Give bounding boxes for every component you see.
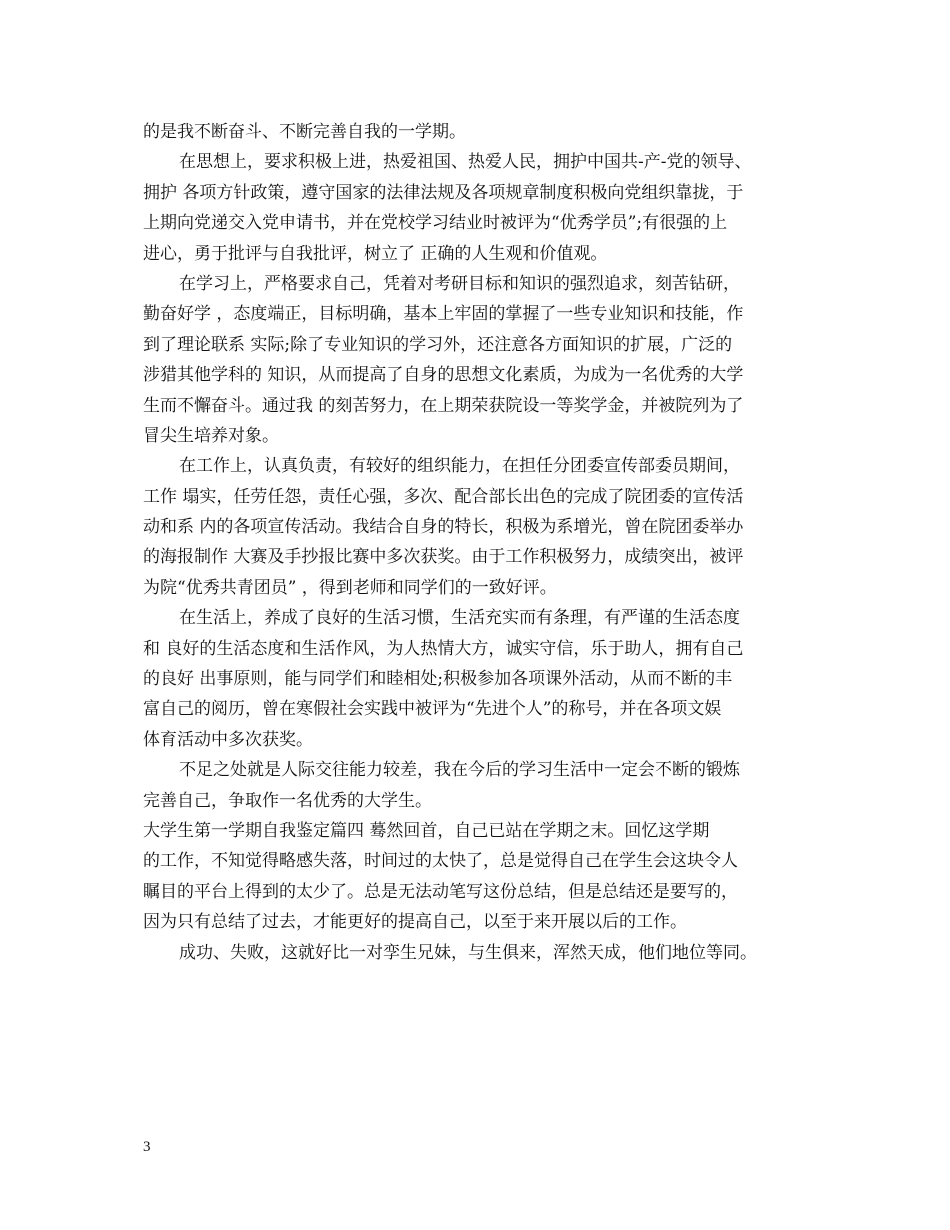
text-line: 为院“优秀共青团员” ，得到老师和同学们的一致好评。	[143, 577, 557, 598]
text-line: 在学习上，严格要求自己，凭着对考研目标和知识的强烈追求，刻苦钻研，	[179, 273, 740, 294]
text-line: 勤奋好学 ，态度端正，目标明确，基本上牢固的掌握了一些专业知识和技能，作	[143, 304, 744, 325]
text-line: 的工作，不知觉得略感失落，时间过的太快了，总是觉得自己在学生会这块令人	[143, 851, 738, 872]
text-line: 进心，勇于批评与自我批评，树立了 正确的人生观和价值观。	[143, 243, 608, 264]
text-line: 拥护 各项方针政策，遵守国家的法律法规及各项规章制度积极向党组织靠拢，于	[143, 182, 744, 203]
text-line: 不足之处就是人际交往能力较差，我在今后的学习生活中一定会不断的锻炼	[179, 760, 740, 781]
text-line: 工作 塌实，任劳任怨，责任心强，多次、配合部长出色的完成了院团委的宣传活	[143, 486, 744, 507]
body-text	[143, 117, 823, 968]
text-line: 完善自己，争取作一名优秀的大学生。	[143, 790, 432, 811]
section-heading-line: 大学生第一学期自我鉴定篇四 蓦然回首，自己已站在学期之末。回忆这学期	[143, 820, 710, 841]
text-line: 在思想上，要求积极上进，热爱祖国、热爱人民，拥护中国共-产-党的领导、	[179, 152, 752, 173]
text-line: 体育活动中多次获奖。	[143, 729, 313, 750]
page-number: 3	[143, 1139, 151, 1155]
text-line: 富自己的阅历，曾在寒假社会实践中被评为“先进个人”的称号，并在各项文娱	[143, 699, 722, 720]
text-line: 和 良好的生活态度和生活作风，为人热情大方，诚实守信，乐于助人，拥有自己	[143, 638, 744, 659]
text-line: 的是我不断奋斗、不断完善自我的一学期。	[143, 122, 466, 142]
text-line: 动和系 内的各项宣传活动。我结合自身的特长，积极为系增光，曾在院团委举办	[143, 517, 744, 538]
text-line: 涉猎其他学科的 知识，从而提高了自身的思想文化素质，为成为一名优秀的大学	[143, 365, 744, 386]
text-line: 因为只有总结了过去，才能更好的提高自己，以至于来开展以后的工作。	[143, 912, 687, 933]
text-line: 的良好 出事原则，能与同学们和睦相处;积极参加各项课外活动，从而不断的丰	[143, 669, 733, 690]
text-line: 冒尖生培养对象。	[143, 425, 279, 446]
text-line: 生而不懈奋斗。通过我 的刻苦努力，在上期荣获院设一等奖学金，并被院列为了	[143, 395, 744, 416]
text-line: 上期向党递交入党申请书，并在党校学习结业时被评为“优秀学员”;有很强的上	[143, 213, 728, 234]
text-line: 成功、失败，这就好比一对孪生兄妹，与生俱来，浑然天成，他们地位等同。	[179, 942, 757, 963]
text-line: 瞩目的平台上得到的太少了。总是无法动笔写这份总结，但是总结还是要写的，	[143, 881, 738, 902]
text-line: 在生活上，养成了良好的生活习惯，生活充实而有条理，有严谨的生活态度	[179, 608, 740, 629]
text-line: 到了理论联系 实际;除了专业知识的学习外，还注意各方面知识的扩展，广泛的	[143, 334, 733, 355]
text-line: 在工作上，认真负责，有较好的组织能力，在担任分团委宣传部委员期间，	[179, 456, 740, 477]
text-line: 的海报制作 大赛及手抄报比赛中多次获奖。由于工作积极努力，成绩突出，被评	[143, 547, 744, 568]
